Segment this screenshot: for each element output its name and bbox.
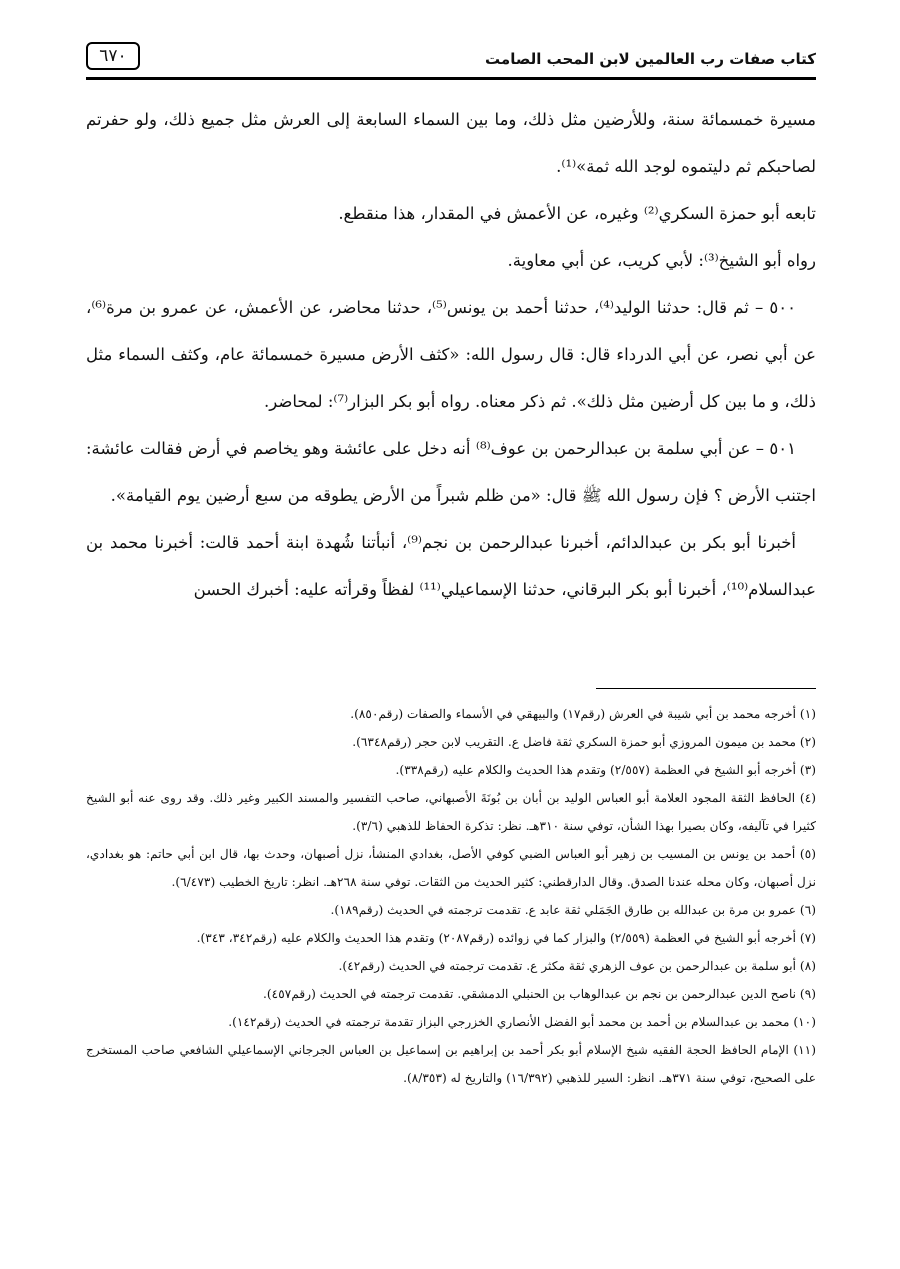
paragraph: ٥٠٠ – ثم قال: حدثنا الوليد⁽⁴⁾، حدثنا أحمد بن يونس⁽⁵⁾، حدثنا محاضر، عن الأعمش، عن عمرو بن مرة⁽⁶⁾، عن أبي نصر، عن أبي الدرداء قال: قال رسول الله: «كثف الأرض مسيرة خمسمائة عام، وكثف السماء مثل ذلك، و ما بين كل أرضين مثل ذلك». ثم ذكر معناه. رواه أبو بكر البزار⁽⁷⁾: لمحاضر.	[86, 298, 816, 411]
paragraph: أخبرنا أبو بكر بن عبدالدائم، أخبرنا عبدالرحمن بن نجم⁽⁹⁾، أنبأتنا شُهدة ابنة أحمد قالت: أخبرنا محمد بن عبدالسلام⁽¹⁰⁾، أخبرنا أبو بكر البرقاني، حدثنا الإسماعيلي⁽¹¹⁾ لفظاً وقرأته عليه: أخبرك الحسن	[86, 533, 816, 599]
footnote: (٩) ناصح الدين عبدالرحمن بن نجم بن عبدالوهاب بن الحنبلي الدمشقي. تقدمت ترجمته في الحديث (رقم٤٥٧).	[263, 987, 816, 1001]
footnote: (٥) أحمد بن يونس بن المسيب بن زهير أبو العباس الضبي كوفي الأصل، بغدادي المنشأ، نزل أصبهان، وحدث بها، قال ابن أبي حاتم: هو بغدادي، نزل أصبهان، وكان محله عندنا الصدق. وقال الدارقطني: كثير الحديث من الثقات. توفي سنة ٢٦٨هـ. انظر: تاريخ الخطيب (٦/٤٧٣).	[86, 847, 816, 889]
page-number: ٦٧٠	[86, 42, 140, 70]
paragraph: تابعه أبو حمزة السكري⁽²⁾ وغيره، عن الأعمش في المقدار، هذا منقطع.	[338, 204, 816, 223]
footnote: (١) أخرجه محمد بن أبي شيبة في العرش (رقم١٧) والبيهقي في الأسماء والصفات (رقم٨٥٠).	[350, 707, 816, 721]
paragraph: ٥٠١ – عن أبي سلمة بن عبدالرحمن بن عوف⁽⁸⁾ أنه دخل على عائشة وهو يخاصم في أرض فقالت عائشة: اجتنب الأرض ؟ فإن رسول الله ﷺ قال: «من ظلم شبراً من الأرض يطوقه من سبع أرضين يوم القيامة».	[86, 439, 816, 505]
main-text	[86, 96, 816, 613]
paragraph: مسيرة خمسمائة سنة، وللأرضين مثل ذلك، وما بين السماء السابعة إلى العرش مثل جميع ذلك، ولو حفرتم لصاحبكم ثم دليتموه لوجد الله ثمة»⁽¹⁾.	[86, 110, 816, 176]
footnote: (٤) الحافظ الثقة المجود العلامة أبو العباس الوليد بن أبان بن بُونَةَ الأصبهاني، صاحب التفسير والمسند الكبير وغير ذلك. وقد روى عنه أبو الشيخ كثيرا في تآليفه، وكان بصيرا بهذا الشأن، توفي سنة ٣١٠هـ. نظر: تذكرة الحفاظ للذهبي (٣/٦).	[86, 791, 816, 833]
footnote: (٦) عمرو بن مرة بن عبدالله بن طارق الجَمَلي ثقة عابد ع. تقدمت ترجمته في الحديث (رقم١٨٩).	[330, 903, 816, 917]
footnote: (١١) الإمام الحافظ الحجة الفقيه شيخ الإسلام أبو بكر أحمد بن إبراهيم بن إسماعيل بن العباس الجرجاني الإسماعيلي الشافعي صاحب المستخرج على الصحيح، توفي سنة ٣٧١هـ. انظر: السير للذهبي (١٦/٣٩٢) والتاريخ له (٨/٣٥٣).	[86, 1043, 816, 1085]
footnote: (٨) أبو سلمة بن عبدالرحمن بن عوف الزهري ثقة مكثر ع. تقدمت ترجمته في الحديث (رقم٤٢).	[338, 959, 816, 973]
page-header	[86, 42, 816, 78]
book-title: كتاب صفات رب العالمين لابن المحب الصامت	[485, 50, 816, 68]
footnote-separator	[596, 688, 816, 689]
footnote: (١٠) محمد بن عبدالسلام بن أحمد بن محمد أبو الفضل الأنصاري الخزرجي البزاز تقدمة ترجمته في الحديث (رقم١٤٢).	[228, 1015, 816, 1029]
header-rule	[86, 77, 816, 80]
paragraph: رواه أبو الشيخ⁽³⁾: لأبي كريب، عن أبي معاوية.	[507, 251, 816, 270]
footnote: (٢) محمد بن ميمون المروزي أبو حمزة السكري ثقة فاضل ع. التقريب لابن حجر (رقم٦٣٤٨).	[352, 735, 816, 749]
footnotes	[86, 700, 816, 1092]
footnote: (٣) أخرجه أبو الشيخ في العظمة (٢/٥٥٧) وتقدم هذا الحديث والكلام عليه (رقم٣٣٨).	[395, 763, 816, 777]
footnote: (٧) أخرجه أبو الشيخ في العظمة (٢/٥٥٩) والبزار كما في زوائده (رقم٢٠٨٧) وتقدم هذا الحديث والكلام عليه (رقم٣٤٢، ٣٤٣).	[196, 931, 816, 945]
